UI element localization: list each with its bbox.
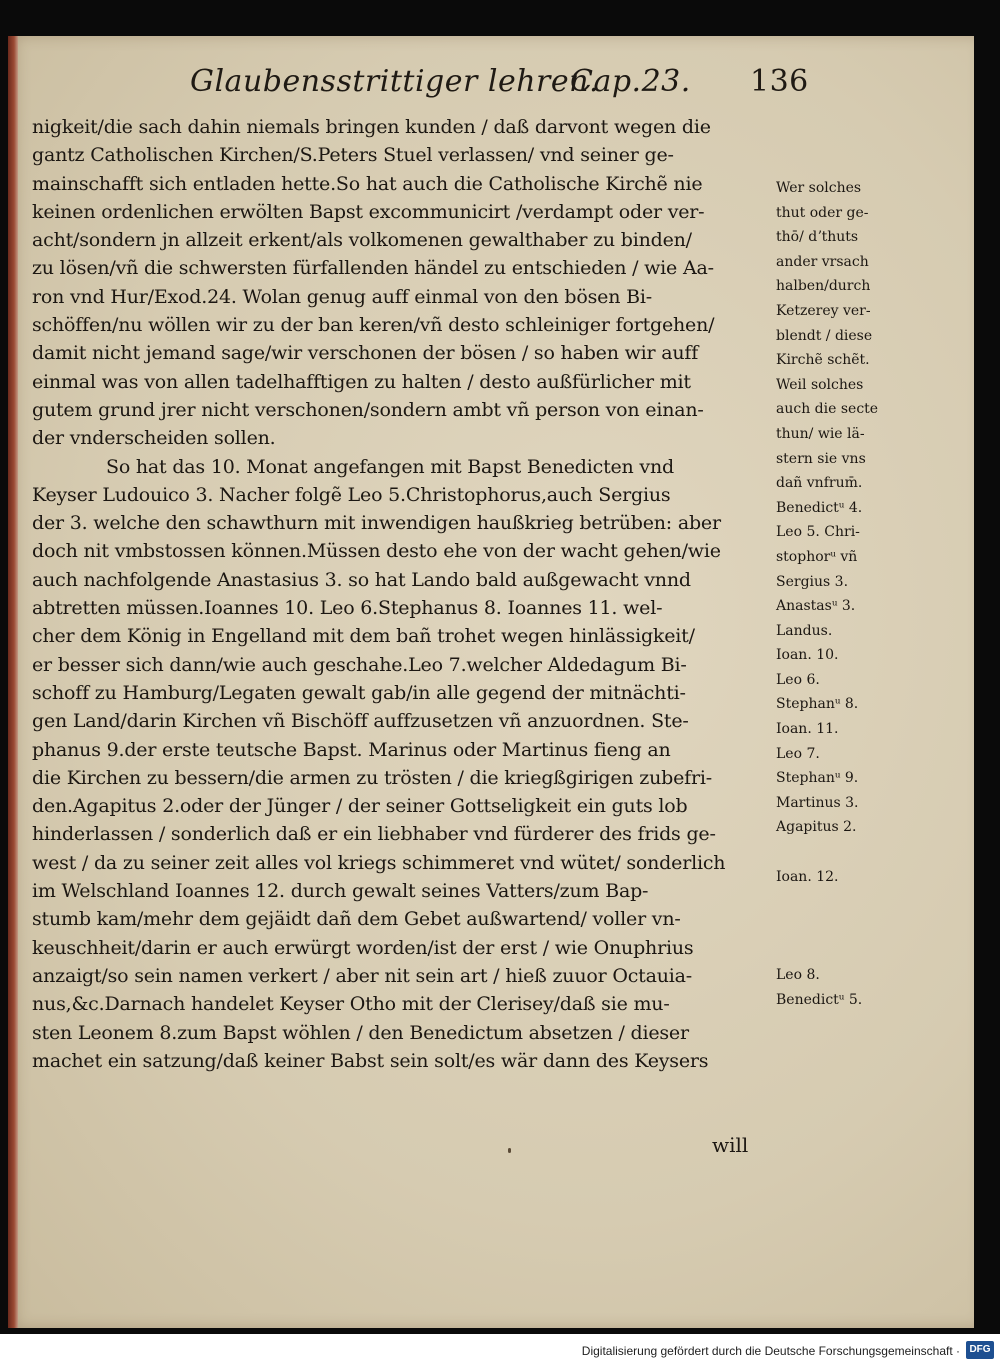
- margin-note: Ioan. 12.: [776, 868, 839, 885]
- text-line: nus,&c.Darnach handelet Keyser Otho mit der Clerisey/daß sie mu-: [32, 993, 670, 1016]
- margin-note: Agapitus 2.: [776, 819, 857, 836]
- text-line: auch nachfolgende Anastasius 3. so hat Lando bald außgewacht vnnd: [32, 568, 691, 591]
- text-line: schoff zu Hamburg/Legaten gewalt gab/in alle gegend der mitnächti-: [32, 681, 686, 704]
- text-line: keuschheit/darin er auch erwürgt worden/ist der erst / wie Onuphrius: [32, 936, 694, 959]
- text-line: stumb kam/mehr dem gejäidt dañ dem Gebet außwartend/ voller vn-: [32, 908, 681, 931]
- margin-notes: [776, 176, 926, 1012]
- page-number: 136: [750, 64, 809, 99]
- margin-note: Ketzerey ver-: [776, 302, 871, 319]
- margin-note: Leo 5. Chri-: [776, 524, 860, 541]
- text-line: machet ein satzung/daß keiner Babst sein solt/es wär dann des Keysers: [32, 1049, 709, 1072]
- margin-note: stophorᵘ vñ: [776, 548, 858, 565]
- margin-note: dañ vnfrum̄.: [776, 475, 863, 492]
- margin-note: Ioan. 11.: [776, 721, 839, 738]
- text-line: anzaigt/so sein namen verkert / aber nit sein art / hieß zuuor Octauia-: [32, 964, 692, 987]
- margin-note: [776, 840, 926, 865]
- margin-note: Leo 7.: [776, 745, 820, 762]
- margin-note: Benedictᵘ 5.: [776, 991, 863, 1008]
- text-line: gantz Catholischen Kirchen/S.Peters Stuel verlassen/ vnd seiner ge-: [32, 144, 674, 167]
- running-title: Glaubensstrittiger lehren.: [190, 64, 599, 99]
- text-line: abtretten müssen.Ioannes 10. Leo 6.Stephanus 8. Ioannes 11. wel-: [32, 597, 663, 620]
- margin-note: Leo 6.: [776, 671, 820, 688]
- text-line: acht/sondern jn allzeit erkent/als volkomenen gewalthaber zu binden/: [32, 229, 692, 252]
- text-line: hinderlassen / sonderlich daß er ein liebhaber vnd fürderer des frids ge-: [32, 823, 716, 846]
- text-line: der vnderscheiden sollen.: [32, 427, 276, 450]
- text-line: zu lösen/vñ die schwersten fürfallenden händel zu entschieden / wie Aa-: [32, 257, 714, 280]
- running-header: [190, 64, 810, 106]
- margin-note: stern sie vns: [776, 450, 866, 467]
- text-line: er besser sich dann/wie auch geschahe.Leo 7.welcher Aldedagum Bi-: [32, 653, 687, 676]
- margin-note: Leo 8.: [776, 967, 820, 983]
- text-line: ron vnd Hur/Exod.24. Wolan genug auff einmal von den bösen Bi-: [32, 285, 652, 308]
- page-binding-edge: [8, 36, 18, 1328]
- catchword: will: [712, 1133, 749, 1157]
- margin-note: auch die secte: [776, 401, 879, 418]
- margin-note: [776, 914, 926, 939]
- text-line: So hat das 10. Monat angefangen mit Bapst Benedicten vnd: [106, 455, 674, 478]
- margin-note: thō/ dʼthuts: [776, 229, 859, 246]
- text-line: cher dem König in Engelland mit dem bañ trohet wegen hinlässigkeit/: [32, 625, 695, 648]
- margin-note: Weil solches: [776, 376, 864, 393]
- text-line: schöffen/nu wöllen wir zu der ban keren/vñ desto schleiniger fortgehen/: [32, 314, 715, 337]
- margin-note: Stephanᵘ 9.: [776, 770, 859, 787]
- margin-note: Ioan. 10.: [776, 647, 839, 664]
- chapter-label: Cap.23.: [570, 64, 691, 99]
- margin-note: Wer solches: [776, 180, 862, 196]
- text-line: keinen ordenlichen erwölten Bapst excommunicirt /verdampt oder ver-: [32, 200, 705, 223]
- margin-note: halben/durch: [776, 278, 871, 295]
- margin-note: thun/ wie lä-: [776, 425, 865, 442]
- text-line: die Kirchen zu bessern/die armen zu trösten / die kriegßgirigen zubefri-: [32, 766, 712, 789]
- margin-note: Anastasᵘ 3.: [776, 598, 856, 615]
- main-text-block: [32, 113, 784, 1075]
- text-line: sten Leonem 8.zum Bapst wöhlen / den Benedictum absetzen / dieser: [32, 1021, 689, 1044]
- footer-bar: [0, 1334, 1000, 1370]
- margin-note: [776, 938, 926, 963]
- text-line: der 3. welche den schawthurn mit inwendigen haußkrieg betrüben: aber: [32, 512, 721, 535]
- text-line: mainschafft sich entladen hette.So hat auch die Catholische Kirchẽ nie: [32, 172, 703, 195]
- margin-note: Landus.: [776, 622, 833, 639]
- funding-notice: Digitalisierung gefördert durch die Deutsche Forschungsgemeinschaft ·: [581, 1344, 960, 1358]
- text-line: gen Land/darin Kirchen vñ Bischöff auffzusetzen vñ anzuordnen. Ste-: [32, 710, 689, 733]
- text-line: im Welschland Ioannes 12. durch gewalt seines Vatters/zum Bap-: [32, 880, 649, 903]
- text-line: phanus 9.der erste teutsche Bapst. Marinus oder Martinus fieng an: [32, 738, 671, 761]
- margin-note: Stephanᵘ 8.: [776, 696, 859, 713]
- margin-note: blendt / diese: [776, 327, 873, 344]
- text-line: gutem grund jrer nicht verschonen/sondern ambt vñ person von einan-: [32, 398, 704, 421]
- margin-note: Kirchẽ schẽt.: [776, 352, 870, 369]
- margin-note: [776, 889, 926, 914]
- text-line: damit nicht jemand sage/wir verschonen der bösen / so haben wir auff: [32, 342, 699, 365]
- text-line: Keyser Ludouico 3. Nacher folgẽ Leo 5.Christophorus,auch Sergius: [32, 483, 671, 506]
- margin-note: thut oder ge-: [776, 204, 869, 221]
- text-line: einmal was von allen tadelhafftigen zu halten / desto außfürlicher mit: [32, 370, 691, 393]
- text-line: doch nit vmbstossen können.Müssen desto ehe von der wacht gehen/wie: [32, 540, 721, 563]
- text-line: den.Agapitus 2.oder der Jünger / der seiner Gottseligkeit ein guts lob: [32, 795, 688, 818]
- text-line: west / da zu seiner zeit alles vol kriegs schimmeret vnd wütet/ sonderlich: [32, 851, 726, 874]
- margin-note: Sergius 3.: [776, 573, 849, 590]
- margin-note: Martinus 3.: [776, 794, 859, 811]
- ink-speck: [508, 1148, 511, 1153]
- text-line: nigkeit/die sach dahin niemals bringen kunden / daß darvont wegen die: [32, 116, 711, 138]
- margin-note: Benedictᵘ 4.: [776, 499, 863, 516]
- dfg-logo: DFG: [966, 1341, 994, 1359]
- margin-note: ander vrsach: [776, 253, 869, 270]
